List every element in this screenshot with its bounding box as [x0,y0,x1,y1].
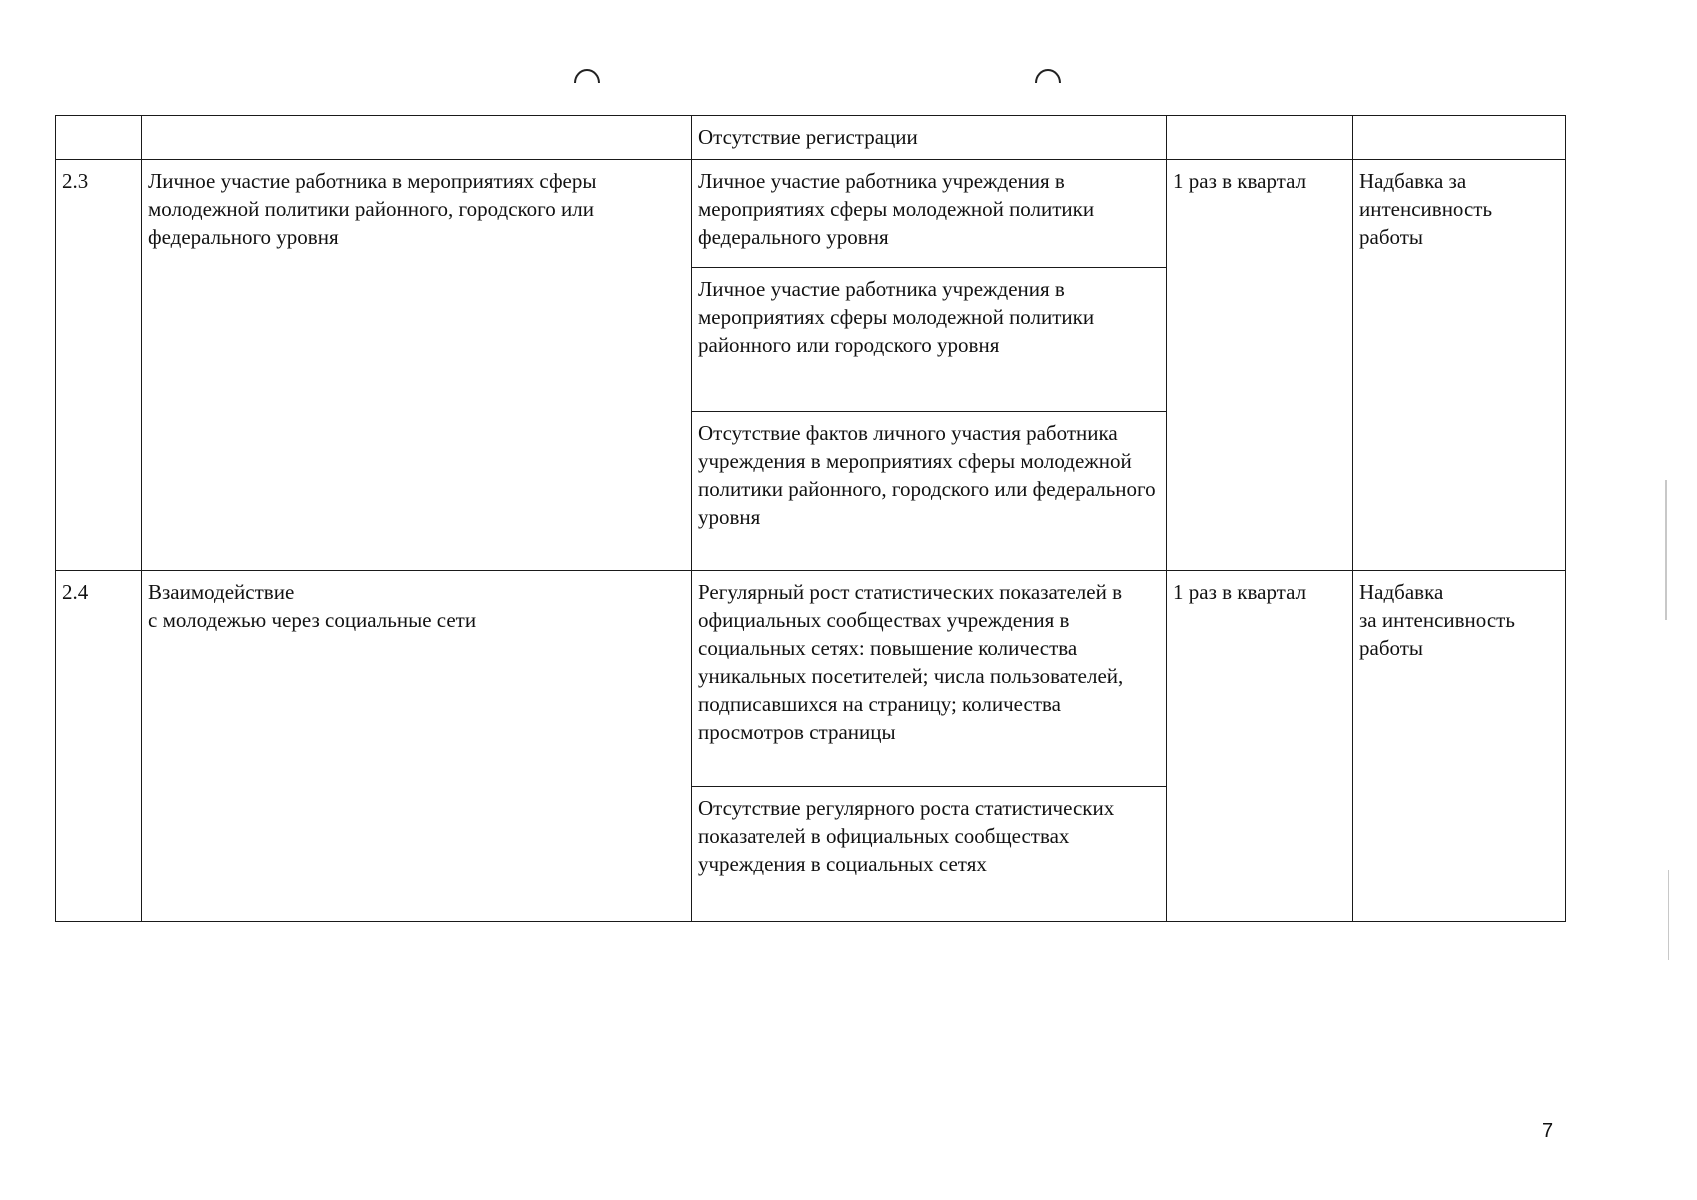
cell-frequency [1167,571,1353,922]
payment-line: Надбавка [1359,580,1444,604]
criterion-item: Личное участие работника учреждения в мероприятиях сферы молодежной политики районного или городского уровня [692,268,1166,412]
criteria-table [55,115,1566,922]
criterion-item: Личное участие работника учреждения в мероприятиях сферы молодежной политики федерального уровня [692,160,1166,268]
cell-number [56,160,142,571]
payment-line: за интенсивность [1359,608,1515,632]
cell-payment-empty [1353,116,1566,160]
frequency-text: 1 раз в квартал [1173,580,1307,604]
punch-hole-left-icon [572,56,602,86]
cell-frequency-empty [1167,116,1353,160]
criterion-item: Отсутствие регулярного роста статистических показателей в официальных сообществах учреждения в социальных сетях [698,796,1115,876]
cell-indicator-empty [142,116,692,160]
table-row-2-3 [56,160,1566,571]
table-row-continuation [56,116,1566,160]
punch-hole-right-icon [1033,56,1063,86]
criterion-item: Регулярный рост статистических показателей в официальных сообществах учреждения в социальных сетях: повышение количества уникальных посетителей; числа пользователей, подписавшихся на страницу; количества просмотров страницы [692,571,1166,787]
row-number: 2.4 [62,580,89,604]
cell-frequency [1167,160,1353,571]
cell-criteria [692,160,1167,571]
scan-artifact-line [1665,480,1667,620]
cell-criterion [692,116,1167,160]
cell-payment [1353,160,1566,571]
cell-indicator [142,160,692,571]
payment-line: работы [1359,636,1424,660]
scan-artifact-line [1668,870,1669,960]
criterion-text: Отсутствие регистрации [698,125,918,149]
frequency-text: 1 раз в квартал [1173,169,1307,193]
indicator-text: Личное участие работника в мероприятиях сферы молодежной политики районного, городского или федерального уровня [148,169,597,249]
table-row-2-4 [56,571,1566,922]
cell-indicator [142,571,692,922]
payment-text: Надбавка за интенсивность работы [1359,169,1493,249]
indicator-line: Взаимодействие [148,580,295,604]
indicator-line: с молодежью через социальные сети [148,608,477,632]
cell-number-empty [56,116,142,160]
row-number: 2.3 [62,169,89,193]
criterion-item: Отсутствие фактов личного участия работника учреждения в мероприятиях сферы молодежной политики районного, городского или федерального уровня [698,421,1156,529]
cell-payment [1353,571,1566,922]
cell-criteria [692,571,1167,922]
cell-number [56,571,142,922]
page-number: 7 [1542,1120,1554,1142]
